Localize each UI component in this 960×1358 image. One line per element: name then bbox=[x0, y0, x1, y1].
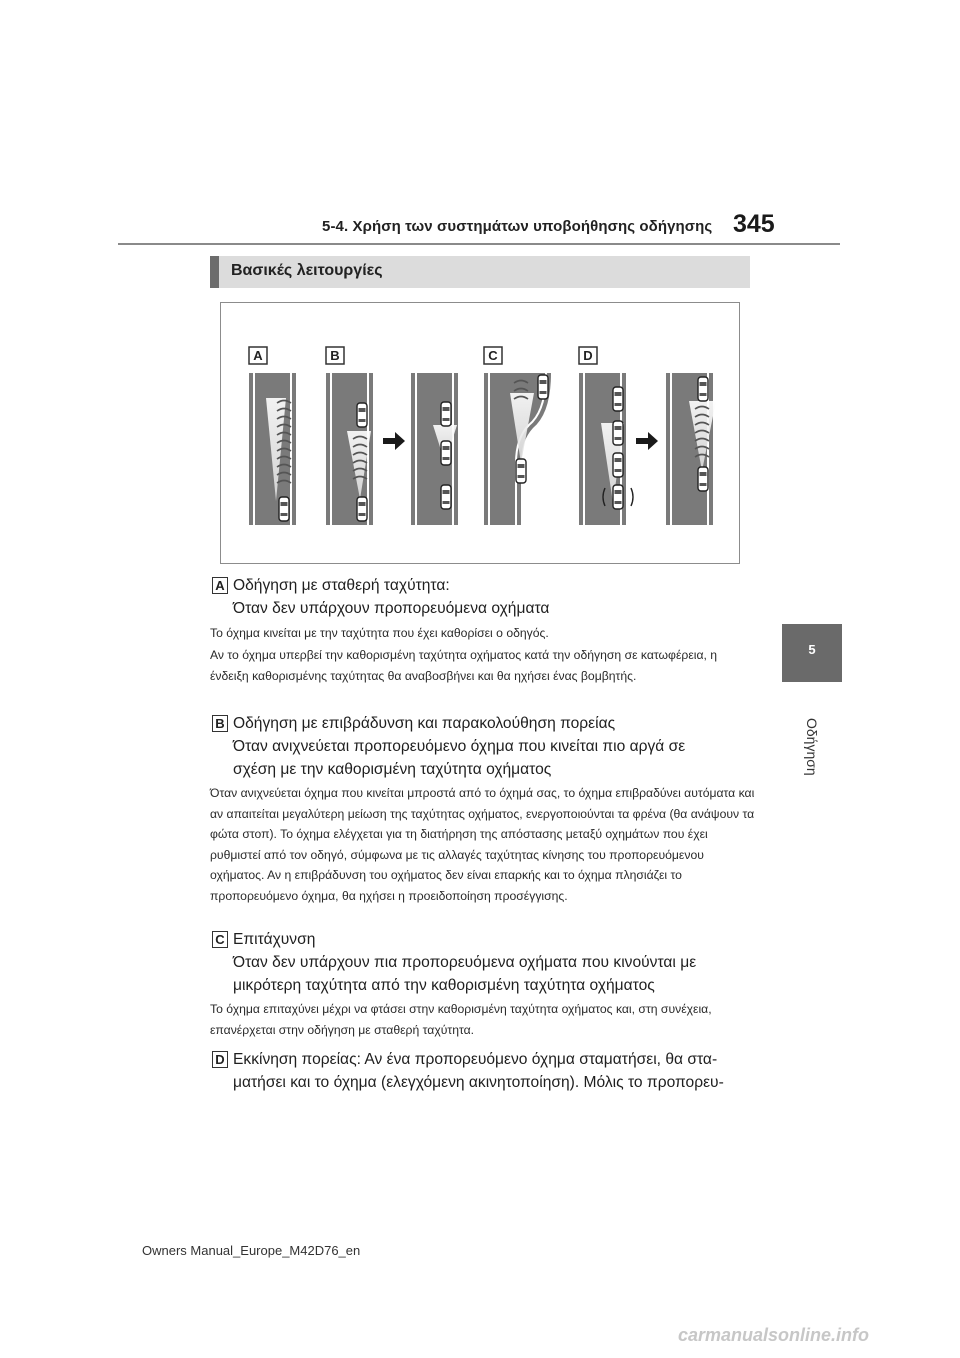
item-a-heading: Οδήγηση με σταθερή ταχύτητα: bbox=[233, 577, 450, 594]
road-scene-b-2 bbox=[411, 373, 458, 525]
item-d-heading-line-1: Εκκίνηση πορείας: Αν ένα προπορευόμενο όχημα σταματήσει, θα στα- bbox=[233, 1051, 718, 1068]
label-c-box bbox=[484, 347, 502, 364]
item-c-paragraph-1: Το όχημα επιταχύνει μέχρι να φτάσει στην καθορισμένη ταχύτητα οχήματος και, στη συνέχεια, επανέρχεται στην οδήγηση με σταθερή ταχύτητα. bbox=[210, 1002, 712, 1037]
item-c-subheading-line-2: μικρότερη ταχύτητα από την καθορισμένη ταχύτητα οχήματος bbox=[233, 977, 655, 994]
item-c-heading: Επιτάχυνση bbox=[233, 931, 316, 948]
item-a-subheading: Όταν δεν υπάρχουν προπορευόμενα οχήματα bbox=[233, 600, 550, 617]
item-b-subheading-line-1: Όταν ανιχνεύεται προπορευόμενο όχημα που κινείται πιο αργά σε bbox=[233, 738, 686, 755]
item-c-marker: C bbox=[212, 931, 228, 948]
illustration-svg bbox=[221, 303, 741, 565]
label-b-box bbox=[326, 347, 344, 364]
watermark: carmanualsonline.info bbox=[678, 1325, 870, 1345]
item-c-subheading-line-1: Όταν δεν υπάρχουν πια προπορευόμενα οχήματα που κινούνται με bbox=[233, 954, 697, 971]
chapter-tab bbox=[782, 624, 842, 682]
item-b-marker: B bbox=[212, 715, 228, 732]
item-a-paragraph-2: Αν το όχημα υπερβεί την καθορισμένη ταχύτητα οχήματος κατά την οδήγηση σε κατωφέρεια, η ένδειξη καθορισμένης ταχύτητας θα αναβοσβήνει και θα ηχήσει ένας βομβητής. bbox=[210, 648, 718, 683]
chapter-label-container bbox=[790, 718, 830, 798]
running-header-title: 5-4. Χρήση των συστημάτων υποβοήθησης οδήγησης bbox=[322, 218, 713, 235]
label-b: B bbox=[330, 348, 340, 363]
page-number: 345 bbox=[733, 210, 775, 238]
item-d-heading-line-2: ματήσει και το όχημα (ελεγχόμενη ακινητοποίηση). Μόλις το προπορευ- bbox=[233, 1074, 724, 1091]
label-a: A bbox=[253, 348, 263, 363]
label-d: D bbox=[583, 348, 593, 363]
label-a-box bbox=[249, 347, 267, 364]
road-scene-d-1 bbox=[579, 373, 633, 525]
road-scene-c bbox=[484, 373, 551, 525]
item-a-paragraph-1: Το όχημα κινείται με την ταχύτητα που έχει καθορίσει ο οδηγός. bbox=[210, 626, 549, 640]
road-scene-d-2 bbox=[666, 373, 716, 525]
road-scene-a bbox=[249, 373, 296, 525]
item-b-paragraph-1: Όταν ανιχνεύεται όχημα που κινείται μπροστά από το όχημά σας, το όχημα επιβραδύνει αυτόματα και αν απαιτείται μεγαλύτερη μείωση της ταχύτητας οχήματος, ενεργοποιούνται τα φρένα (θα ανάψουν τα φώτα στοπ). Το όχημα ελέγχεται για τη διατήρηση της απόστασης μεταξύ οχημάτων που έχει ρυθμιστεί από τον οδηγό, σύμφωνα με τις αλλαγές ταχύτητας κίνησης του προπορευόμενου οχήματος. Αν η επιβράδυνση του οχήματος δεν είναι επαρκής και το όχημα πλησιάζει το προπορευόμενο όχημα, θα ηχήσει η προειδοποίηση προσέγγισης. bbox=[210, 786, 755, 903]
item-d-marker: D bbox=[212, 1051, 228, 1068]
footer-text: Owners Manual_Europe_M42D76_en bbox=[142, 1243, 361, 1258]
sequence-arrow-1 bbox=[383, 432, 405, 450]
item-a-marker: A bbox=[212, 577, 228, 594]
label-c: C bbox=[488, 348, 498, 363]
chapter-number: 5 bbox=[808, 642, 816, 657]
sequence-arrow-2 bbox=[636, 432, 658, 450]
cruise-control-illustration bbox=[220, 302, 740, 564]
section-heading-bar bbox=[210, 256, 750, 288]
item-b-heading: Οδήγηση με επιβράδυνση και παρακολούθηση πορείας bbox=[233, 715, 616, 732]
road-scene-b-1 bbox=[326, 373, 373, 525]
header-divider bbox=[118, 243, 840, 245]
item-b-subheading-line-2: σχέση με την καθορισμένη ταχύτητα οχήματος bbox=[233, 761, 552, 778]
label-d-box bbox=[579, 347, 597, 364]
chapter-label: Οδήγηση bbox=[804, 718, 820, 776]
section-heading: Βασικές λειτουργίες bbox=[231, 262, 383, 279]
